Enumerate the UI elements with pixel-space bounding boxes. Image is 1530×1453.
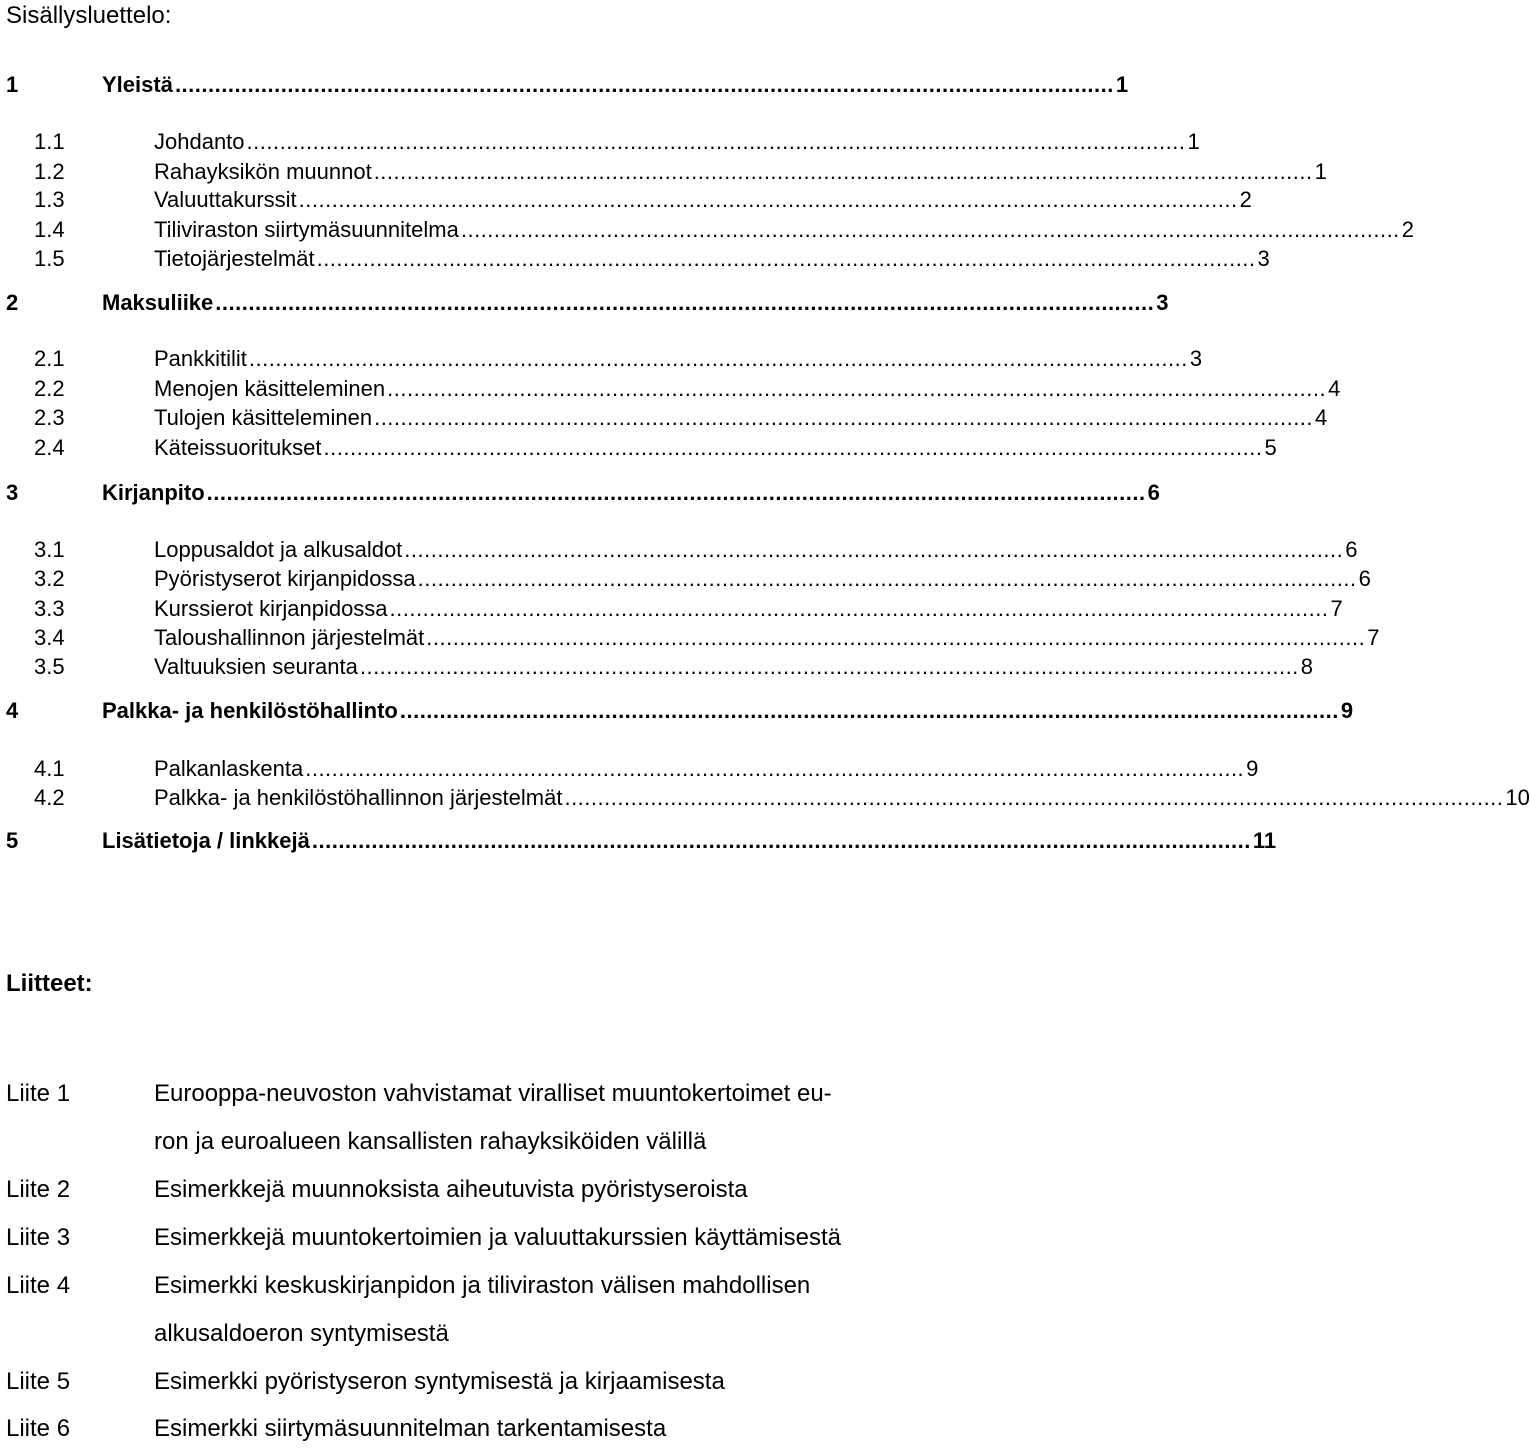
toc-leader: .............................................................................................................................................. [387,376,1327,401]
toc-label: Pyöristyserot kirjanpidossa [154,566,416,591]
appendix-label: Liite 5 [6,1368,71,1395]
appendix-text: Eurooppa-neuvoston vahvistamat viralliset muuntokertoimet eu- [154,1080,832,1107]
toc-leader: .............................................................................................................................................. [206,480,1146,505]
toc-leader: .............................................................................................................................................. [374,405,1314,430]
toc-item-1-5[interactable] [0,244,1270,274]
toc-item-3-1[interactable] [0,535,1358,565]
toc-page: 6 [1345,537,1358,562]
toc-leader: .............................................................................................................................................. [426,625,1366,650]
toc-page: 6 [1358,566,1371,591]
toc-page: 3 [1257,246,1270,271]
toc-leader: .............................................................................................................................................. [564,785,1504,810]
toc-page: 9 [1246,756,1259,781]
toc-leader: .............................................................................................................................................. [373,159,1313,184]
toc-number: 2.4 [34,435,65,460]
toc-leader: .............................................................................................................................................. [298,187,1238,212]
toc-leader: .............................................................................................................................................. [399,698,1339,723]
toc-item-3-4[interactable] [0,623,1380,653]
appendix-text: Esimerkki keskuskirjanpidon ja tiliviraston välisen mahdollisen [154,1272,811,1299]
toc-page: 7 [1330,596,1343,621]
toc-item-2-2[interactable] [0,374,1341,404]
toc-number: 3.1 [34,537,65,562]
toc-page: 2 [1239,187,1252,212]
toc-page: 6 [1147,480,1160,505]
appendices-title: Liitteet: [6,970,93,997]
toc-page: 1 [1187,129,1200,154]
toc-number: 3.2 [34,566,65,591]
toc-section-1[interactable] [0,70,1129,100]
toc-section-4[interactable] [0,696,1354,726]
toc-leader: .............................................................................................................................................. [323,435,1263,460]
appendix-text: Esimerkkejä muunnoksista aiheutuvista pyöristyseroista [154,1176,748,1203]
toc-label: Tiliviraston siirtymäsuunnitelma [154,217,459,242]
toc-page: 5 [1264,435,1277,460]
toc-number: 1.2 [34,159,65,184]
appendix-text: Esimerkki siirtymäsuunnitelman tarkentamisesta [154,1415,667,1442]
appendix-label: Liite 1 [6,1080,71,1107]
toc-item-2-1[interactable] [0,344,1203,374]
toc-number: 2.2 [34,376,65,401]
toc-leader: .............................................................................................................................................. [404,537,1344,562]
toc-item-2-4[interactable] [0,433,1277,463]
toc-number: 2.3 [34,405,65,430]
toc-item-2-3[interactable] [0,403,1328,433]
toc-label: Kurssierot kirjanpidossa [154,596,388,621]
toc-page: 7 [1367,625,1380,650]
toc-page: 1 [1314,159,1327,184]
toc-item-4-1[interactable] [0,754,1259,784]
appendix-label: Liite 2 [6,1176,71,1203]
toc-label: Yleistä [102,72,173,97]
toc-section-2[interactable] [0,288,1169,318]
toc-leader: .............................................................................................................................................. [359,654,1299,679]
toc-leader: .............................................................................................................................................. [389,596,1329,621]
appendix-text-line2: ron ja euroalueen kansallisten rahayksiköiden välillä [154,1128,707,1155]
toc-number: 1.4 [34,217,65,242]
toc-page: 1 [1115,72,1129,97]
toc-page: 4 [1328,376,1341,401]
toc-label: Menojen käsitteleminen [154,376,386,401]
toc-leader: .............................................................................................................................................. [174,72,1114,97]
toc-label: Kirjanpito [102,480,205,505]
toc-number: 1.1 [34,129,65,154]
toc-title: Sisällysluettelo: [6,2,172,29]
toc-number: 3 [6,480,19,505]
toc-number: 3.3 [34,596,65,621]
toc-number: 2 [6,290,19,315]
toc-label: Loppusaldot ja alkusaldot [154,537,403,562]
toc-leader: .............................................................................................................................................. [215,290,1155,315]
toc-label: Tulojen käsitteleminen [154,405,373,430]
appendix-text: Esimerkkejä muuntokertoimien ja valuuttakurssien käyttämisestä [154,1224,841,1251]
toc-leader: .............................................................................................................................................. [460,217,1400,242]
toc-number: 1.5 [34,246,65,271]
toc-label: Tietojärjestelmät [154,246,315,271]
toc-item-1-2[interactable] [0,157,1327,187]
toc-number: 4.1 [34,756,65,781]
toc-item-3-5[interactable] [0,652,1314,682]
toc-item-1-3[interactable] [0,185,1252,215]
toc-item-3-3[interactable] [0,594,1343,624]
toc-label: Palkka- ja henkilöstöhallinto [102,698,398,723]
toc-leader: .............................................................................................................................................. [246,129,1186,154]
toc-page: 2 [1401,217,1415,242]
toc-label: Palkka- ja henkilöstöhallinnon järjestelmät [154,785,563,810]
toc-page: 4 [1315,405,1328,430]
toc-number: 1.3 [34,187,65,212]
toc-item-1-4[interactable] [0,215,1415,245]
toc-section-5[interactable] [0,826,1277,856]
appendix-text-line2: alkusaldoeron syntymisestä [154,1320,449,1347]
toc-item-4-2[interactable] [0,783,1530,813]
toc-label: Pankkitilit [154,346,247,371]
toc-label: Johdanto [154,129,245,154]
toc-label: Valtuuksien seuranta [154,654,358,679]
toc-item-3-2[interactable] [0,564,1371,594]
toc-page: 3 [1156,290,1169,315]
toc-label: Palkanlaskenta [154,756,304,781]
toc-label: Taloushallinnon järjestelmät [154,625,425,650]
appendix-label: Liite 3 [6,1224,71,1251]
toc-number: 5 [6,828,19,853]
toc-number: 4 [6,698,19,723]
toc-section-3[interactable] [0,478,1160,508]
toc-number: 4.2 [34,785,65,810]
toc-page: 9 [1340,698,1354,723]
toc-number: 3.4 [34,625,65,650]
toc-leader: .............................................................................................................................................. [316,246,1256,271]
toc-item-1-1[interactable] [0,127,1200,157]
toc-label: Valuuttakurssit [154,187,297,212]
toc-leader: .............................................................................................................................................. [305,756,1245,781]
toc-page: 8 [1300,654,1314,679]
toc-page: 11 [1252,828,1277,853]
appendix-label: Liite 6 [6,1415,71,1442]
toc-leader: .............................................................................................................................................. [417,566,1357,591]
toc-leader: .............................................................................................................................................. [248,346,1188,371]
toc-label: Rahayksikön muunnot [154,159,372,184]
toc-label: Käteissuoritukset [154,435,322,460]
toc-number: 3.5 [34,654,65,679]
toc-page: 3 [1189,346,1203,371]
appendix-text: Esimerkki pyöristyseron syntymisestä ja kirjaamisesta [154,1368,725,1395]
toc-label: Lisätietoja / linkkejä [102,828,310,853]
toc-number: 1 [6,72,19,97]
toc-page: 10 [1505,785,1530,810]
appendix-label: Liite 4 [6,1272,71,1299]
toc-leader: .............................................................................................................................................. [311,828,1251,853]
toc-label: Maksuliike [102,290,214,315]
toc-number: 2.1 [34,346,65,371]
